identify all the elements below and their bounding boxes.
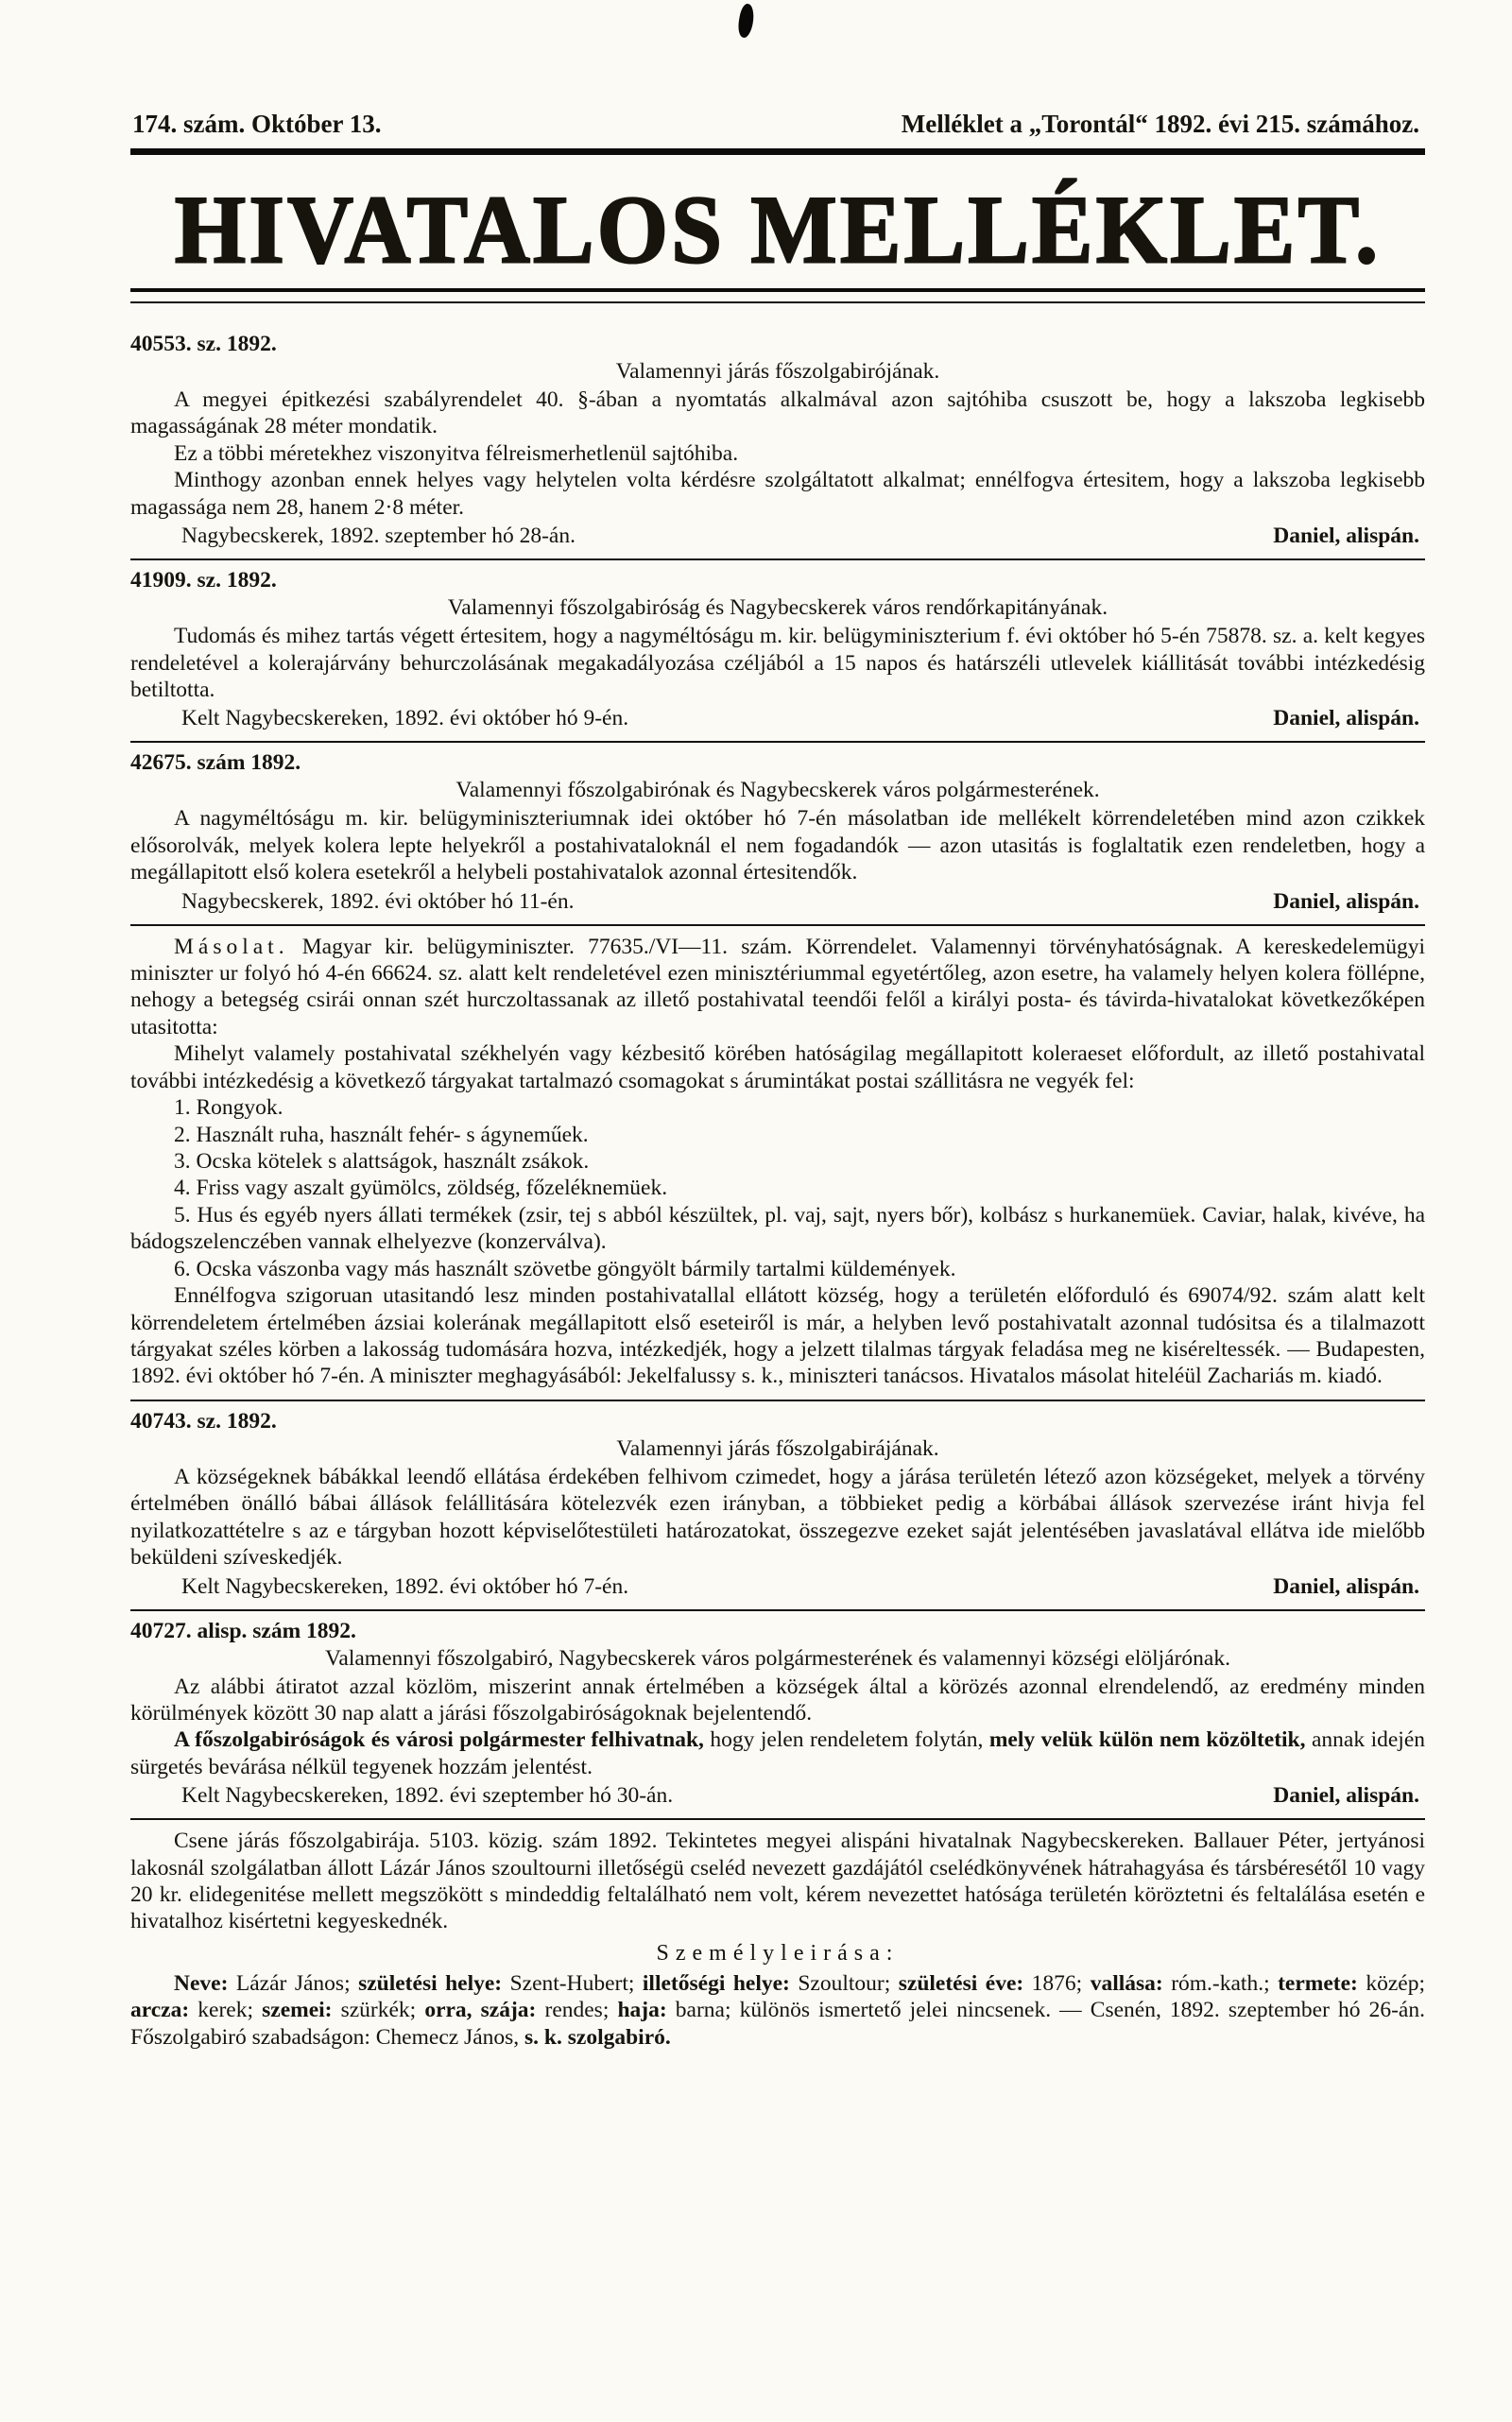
dateline: Kelt Nagybecskereken, 1892. évi október hó 7-én. — [181, 1573, 629, 1599]
addressee-line: Valamennyi főszolgabiró, Nagybecskerek város polgármesterének és valamennyi községi elöljárónak. — [325, 1645, 1230, 1671]
list-item: 2. Használt ruha, használt fehér- s ágyneműek. — [174, 1122, 589, 1147]
section-divider — [130, 558, 1425, 560]
dateline-row — [130, 524, 1425, 549]
signature: Daniel, alispán. — [1273, 888, 1419, 914]
section-masolat — [130, 934, 1425, 1390]
section-40553 — [130, 332, 1425, 549]
paragraph: Másolat. Magyar kir. belügyminiszter. 77635./VI—11. szám. Körrendelet. Valamennyi törvényhatóságnak. A kereskedelemügyi miniszter ur folyó hó 4-én 66624. sz. alatt kelt rendeletével ezen minisztériummal egyetértőleg, azon esetre, ha valamely helyen kolera föllépne, nehogy a betegség csirái onnan szét hurczoltassanak az illető postahivatal teendői felől a királyi posta- és távirda-hivatalokat következőképen utasitotta: — [130, 934, 1425, 1039]
dateline-row — [130, 889, 1425, 915]
addressee-line: Valamennyi járás főszolgabirájának. — [616, 1435, 939, 1461]
list-item: 1. Rongyok. — [174, 1095, 284, 1121]
ink-blot-artifact — [736, 3, 756, 39]
dateline: Nagybecskerek, 1892. szeptember hó 28-án. — [181, 524, 576, 549]
addressee-line: Valamennyi főszolgabiróság és Nagybecskerek város rendőrkapitányának. — [447, 595, 1108, 621]
masthead-row — [130, 110, 1425, 155]
supplement-reference: Melléklet a „Torontál“ 1892. évi 215. számához. — [901, 110, 1419, 138]
paragraph: Minthogy azonban ennek helyes vagy helytelen volta kérdésre szolgáltatott alkalmat; ennélfogva értesitem, hogy a lakszoba legkisebb magassága nem 28, hanem 2·8 méter. — [130, 468, 1425, 520]
signature: Daniel, alispán. — [1273, 1783, 1419, 1809]
dateline: Kelt Nagybecskereken, 1892. évi október hó 9-én. — [181, 706, 629, 731]
section-csene — [130, 1828, 1425, 2051]
title-divider — [130, 288, 1425, 303]
section-divider — [130, 1609, 1425, 1611]
signature: Daniel, alispán. — [1273, 706, 1419, 731]
list-item: 3. Ocska kötelek s alattságok, használt zsákok. — [174, 1149, 590, 1175]
paragraph: Ennélfogva szigoruan utasitandó lesz minden postahivatallal ellátott község, hogy a területén előforduló és 69074/92. szám alatt kelt körrendeletem értelmében ázsiai kolerának megállapitott első eseteiről is már, a helyben levő postahivatalt azonnal tudósitsa és a tilalmazott tárgyakat széles körben a lakosság tudomására hozva, intézkedjék, hogy a jelzett tilalmas tárgyak feladása meg ne kiséreltessék. — Budapesten, 1892. évi október hó 7-én. A miniszter meghagyásából: Jekelfalussy s. k., miniszteri tanácsos. Hivatalos másolat hiteléül Zachariás m. kiadó. — [130, 1283, 1425, 1389]
section-42675 — [130, 750, 1425, 914]
paragraph: Csene járás főszolgabirája. 5103. közig. szám 1892. Tekintetes megyei alispáni hivatalnak Nagybecskereken. Ballauer Péter, jertyánosi lakosnál szolgálatban állott Lázár János szoultourni illetőségü cseléd nevezett gazdájától cselédkönyvének hátrahagyása és társbéresétől 10 vagy 20 kr. elidegenitése mellett megszökött s mindeddig feltalálható nem volt, kérem nevezettet hatósága területén köröztetni és feltalálása esetén e hivatalhoz kisértetni kegyeskednék. — [130, 1829, 1425, 1934]
list-item: 6. Ocska vászonba vagy más használt szövetbe göngyölt bármily tartalmi küldemények. — [174, 1256, 956, 1281]
paragraph: Az alábbi átiratot azzal közlöm, miszerint annak értelmében a községek által a körözés azonnal elrendelendő, az eredmény minden körülmények között 30 nap alatt a járási főszolgabiróságoknak bejelentendő. — [130, 1674, 1425, 1726]
paragraph: A nagyméltóságu m. kir. belügyminiszteriumnak idei október hó 7-én másolatban ide mellékelt körrendeletében mind azon czikkek elősorolvák, melyek kolera lepte helyekről a postahivataloknál el nem fogadandók — azon utasitás is foglaltatik ezen rendeletben, hogy a megállapitott első kolera esetekről a helybeli postahivatalok azonnal értesitendők. — [130, 806, 1425, 885]
section-number: 40553. sz. 1892. — [130, 332, 277, 356]
masthead — [130, 110, 1425, 303]
page-title: HIVATALOS MELLÉKLET. — [174, 176, 1382, 283]
signature: Daniel, alispán. — [1273, 1573, 1419, 1599]
paragraph: Tudomás és mihez tartás végett értesitem, hogy a nagyméltóságu m. kir. belügyminiszterium f. évi október hó 5-én 75878. sz. a. kelt kegyes rendeletével a kolerajárvány behurczolásának megakadályozása czéljából a 15 napos és határszéli utlevelek kiállitását további intézkedésig betiltotta. — [130, 624, 1425, 702]
section-40743 — [130, 1409, 1425, 1600]
section-divider — [130, 1818, 1425, 1820]
paragraph: A főszolgabiróságok és városi polgármester felhivatnak, hogy jelen rendeletem folytán, mely velük külön nem közöltetik, annak idején sürgetés bevárása nélkül tegyenek hozzám jelentést. — [130, 1727, 1426, 1779]
paragraph: Ez a többi méretekhez viszonyitva félreismerhetlenül sajtóhiba. — [174, 440, 739, 466]
dateline-row — [130, 706, 1425, 731]
dateline-row — [130, 1574, 1425, 1600]
dateline-row — [130, 1783, 1425, 1809]
section-number: 40727. alisp. szám 1892. — [130, 1618, 356, 1643]
section-divider — [130, 924, 1425, 926]
paragraph: Mihelyt valamely postahivatal székhelyén vagy kézbesitő körében hatóságilag megállapitott koleraeset előfordult, az illető postahivatal további intézkedésig a következő tárgyakat tartalmazó csomagokat s árumintákat postai szállitásra ne vegyék fel: — [130, 1041, 1425, 1093]
personal-description-heading: Személyleirása: — [656, 1940, 900, 1966]
section-number: 42675. szám 1892. — [130, 750, 301, 776]
paragraph: Neve: Lázár János; születési helye: Szent-Hubert; illetőségi helye: Szoultour; születési éve: 1876; vallása: róm.-kath.; termete: közép; arcza: kerek; szemei: szürkék; orra, szája: rendes; haja: barna; különös ismertető jelei nincsenek. — Csenén, 1892. szeptember hó 26-án. Főszolgabiró szabadságon: Chemecz János, s. k. szolgabiró. — [130, 1970, 1425, 2050]
paragraph: A megyei épitkezési szabályrendelet 40. §-ában a nyomtatás alkalmával azon sajtóhiba csuszott be, hogy a lakszoba legkisebb magasságának 28 méter mondatik. — [130, 387, 1425, 439]
issue-number: 174. szám. Október 13. — [132, 110, 382, 138]
addressee-line: Valamennyi főszolgabirónak és Nagybecskerek város polgármesterének. — [455, 778, 1100, 803]
dateline: Kelt Nagybecskereken, 1892. évi szeptember hó 30-án. — [181, 1783, 674, 1809]
paragraph: A községeknek bábákkal leendő ellátása érdekében felhivom czimedet, hogy a járása területén létező azon községeket, melyek a törvény értelmében önálló bábai állások felállitására kötelezvék ezen irányban, a többieket pedig a körbábai állások szervezése iránt hivja fel nyilatkozattételre s az e tárgyban hozott képviselőtestületi határozatokat, összegezve ezeket saját jelentésében javaslatával ellátva ide mielőbb beküldeni szíveskedjék. — [130, 1464, 1425, 1571]
signature: Daniel, alispán. — [1273, 524, 1419, 549]
gazette-body — [130, 332, 1425, 2051]
list-item: 5. Hus és egyéb nyers állati termékek (zsir, tej s abból készültek, pl. vaj, sajt, nyers bőr), kolbász s hurkanemüek. Caviar, halak, kivéve, ha bádogszelenczében vannak elhelyezve (konzerválva). — [130, 1202, 1425, 1255]
section-number: 41909. sz. 1892. — [130, 568, 277, 593]
list-item: 4. Friss vagy aszalt gyümölcs, zöldség, főzeléknemüek. — [174, 1176, 668, 1201]
addressee-line: Valamennyi járás főszolgabirójának. — [615, 359, 940, 384]
dateline: Nagybecskerek, 1892. évi október hó 11-én. — [181, 888, 575, 914]
section-40727 — [130, 1619, 1425, 1810]
section-41909 — [130, 568, 1425, 731]
section-number: 40743. sz. 1892. — [130, 1408, 277, 1434]
section-divider — [130, 1400, 1425, 1401]
section-divider — [130, 741, 1425, 743]
